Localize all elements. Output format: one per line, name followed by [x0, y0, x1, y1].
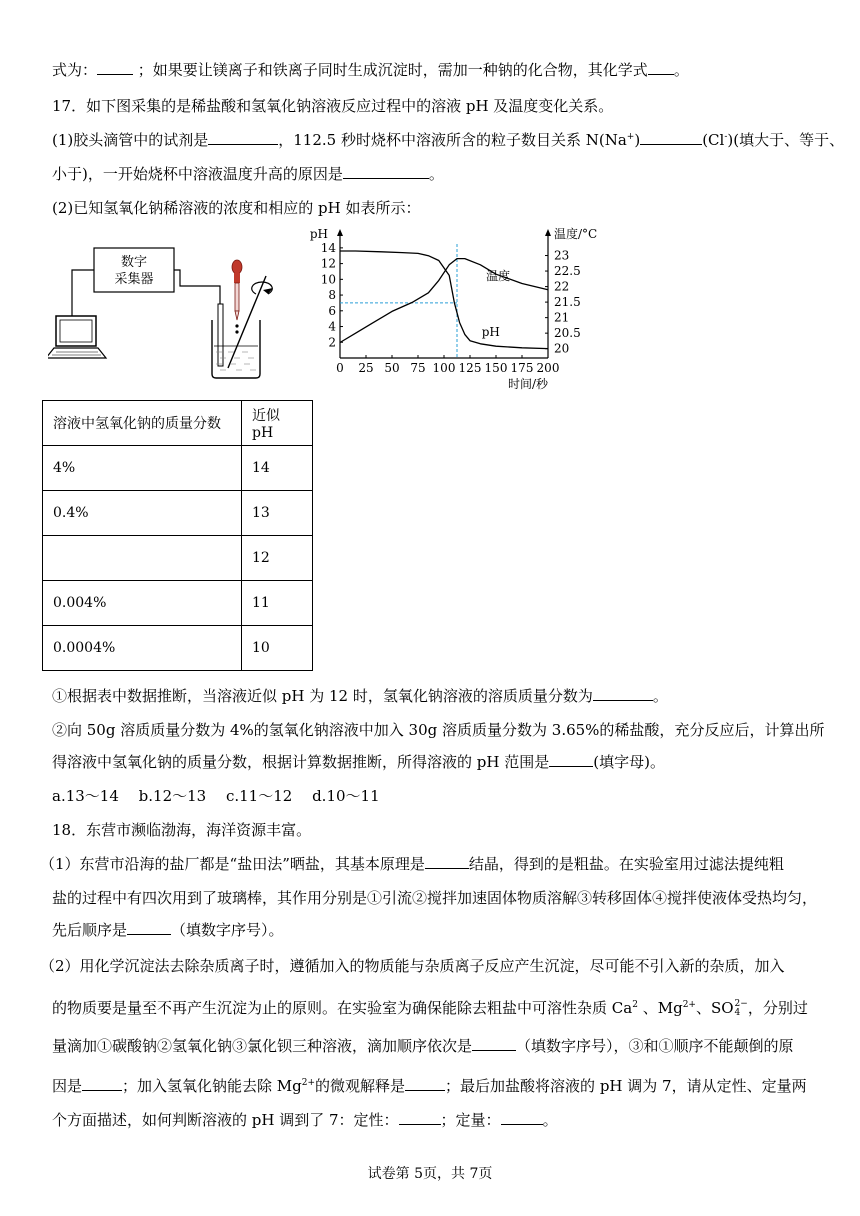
y-left-tick-label: 6 [328, 303, 336, 318]
answer-options: a.13～14 b.12～13 c.11～12 d.10～11 [52, 787, 380, 805]
question-18-part1-line3 [52, 920, 284, 940]
table-row [43, 491, 313, 536]
table-header-cell: 溶液中氢氧化钠的质量分数 [43, 401, 242, 446]
text: 因是 [52, 1077, 83, 1095]
x-tick-label: 150 [484, 361, 508, 375]
text: ，分别过 [747, 999, 808, 1017]
text: (填字母)。 [593, 753, 665, 771]
answer-blank[interactable] [472, 1036, 516, 1051]
table-cell: 0.4% [43, 491, 242, 536]
series-label-ph: pH [481, 325, 500, 340]
y-left-tick-label: 8 [328, 288, 336, 303]
apparatus-diagram [48, 236, 288, 386]
text: 、SO [695, 999, 734, 1017]
text: 。 [652, 687, 668, 705]
series-label-temperature: 温度 [486, 269, 511, 284]
text: ；最后加盐酸将溶液的 pH 调为 7，请从定性、定量两 [445, 1077, 807, 1095]
table-cell: 4% [43, 446, 242, 491]
series-line-temperature [340, 259, 548, 343]
text: (Cl [702, 131, 725, 149]
question-17-part1-line2 [52, 164, 444, 184]
table-cell: 13 [242, 491, 313, 536]
table-row [43, 446, 313, 491]
superscript: - [724, 132, 728, 142]
x-tick-label: 125 [458, 361, 482, 375]
text: （1）东营市沿海的盐厂都是“盐田法”晒盐，其基本原理是 [40, 855, 425, 873]
text: 小于)，一开始烧杯中溶液温度升高的原因是 [52, 165, 343, 183]
text: ；如果要让镁离子和铁离子同时生成沉淀时，需加一种钠的化合物，其化学式 [137, 61, 648, 79]
question-17-part2-sub2-line1: ②向 50g 溶质质量分数为 4%的氢氧化钠溶液中加入 30g 溶质质量分数为 3.65%的稀盐酸，充分反应后，计算出所 [52, 721, 825, 739]
answer-blank[interactable] [425, 854, 469, 869]
naoh-ph-table [42, 400, 313, 671]
answer-blank[interactable] [343, 164, 429, 179]
page-footer: 试卷第 5页，共 7页 [367, 1166, 493, 1182]
table-cell: 10 [242, 626, 313, 671]
text: 量滴加①碳酸钠②氢氧化钠③氯化钡三种溶液，滴加顺序依次是 [52, 1037, 473, 1055]
x-tick-label: 175 [510, 361, 534, 375]
question-17-part2-title: (2)已知氢氧化钠稀溶液的浓度和相应的 pH 如表所示： [52, 199, 421, 217]
text: 、Mg [642, 999, 683, 1017]
laptop-cable [72, 270, 94, 316]
drop-icon [235, 330, 238, 333]
question-17-part2-sub2-line2 [52, 752, 665, 772]
collector-label-line1: 数字 [120, 255, 148, 270]
text: 结晶，得到的是粗盐。在实验室用过滤法提纯粗 [468, 855, 784, 873]
text: 先后顺序是 [52, 921, 128, 939]
text: 的物质要是量至不再产生沉淀为止的原则。在实验室为确保能除去粗盐中可溶性杂质 Ca [52, 999, 633, 1017]
y-left-tick-label: 14 [320, 240, 336, 255]
x-tick-label: 75 [410, 361, 426, 375]
question-18-part1-line1 [40, 854, 784, 874]
table-cell: 0.0004% [43, 626, 242, 671]
answer-blank[interactable] [97, 60, 133, 75]
probe-cable [174, 270, 220, 304]
x-tick-label: 25 [358, 361, 374, 375]
text: （填数字序号），③和①顺序不能颠倒的原 [516, 1037, 794, 1055]
y-right-tick-label: 21 [554, 310, 570, 325]
table-header-row [43, 401, 313, 446]
y-right-tick-label: 22 [554, 279, 570, 294]
answer-blank[interactable] [399, 1110, 441, 1125]
table-header-cell: 近似 pH [242, 401, 313, 446]
answer-blank[interactable] [405, 1076, 445, 1091]
answer-blank[interactable] [593, 686, 653, 701]
superscript: 2+ [301, 1078, 316, 1088]
question-17-part1-line1 [52, 130, 844, 150]
table-cell: 0.004% [43, 581, 242, 626]
text: 。 [542, 1111, 558, 1129]
table-cell-empty[interactable] [43, 536, 242, 581]
answer-blank[interactable] [82, 1076, 122, 1091]
y-left-tick-label: 12 [320, 256, 336, 271]
text: 。 [428, 165, 444, 183]
question-18-part2-line3 [52, 1036, 794, 1056]
table-cell: 11 [242, 581, 313, 626]
y-left-axis-label: pH [309, 227, 328, 241]
table-row [43, 626, 313, 671]
y-right-tick-label: 22.5 [554, 264, 581, 279]
x-tick-label: 0 [336, 361, 344, 375]
y-left-tick-label: 2 [328, 335, 336, 350]
answer-blank[interactable] [501, 1110, 543, 1125]
answer-blank[interactable] [208, 130, 278, 145]
superscript: 2 [632, 1000, 638, 1010]
question-17-part2-sub1 [52, 686, 668, 706]
y-right-tick-label: 20.5 [554, 326, 581, 341]
x-axis-label: 时间/秒 [507, 377, 549, 391]
text: ) [634, 131, 641, 149]
collector-label-line2: 采集器 [114, 272, 154, 287]
x-tick-label: 200 [536, 361, 560, 375]
text-line-q16-end [52, 60, 689, 80]
drop-icon [235, 324, 238, 327]
x-tick-label: 100 [432, 361, 456, 375]
superscript: 2+ [682, 1000, 696, 1010]
dropper-icon [232, 260, 242, 320]
x-tick-label: 50 [384, 361, 400, 375]
question-18-part2-line4 [52, 1076, 807, 1096]
table-row [43, 581, 313, 626]
answer-blank[interactable] [127, 920, 171, 935]
answer-blank[interactable] [549, 752, 593, 767]
text: 的微观解释是 [315, 1077, 406, 1095]
text: ；定量： [440, 1111, 501, 1129]
y-right-tick-label: 21.5 [554, 295, 581, 310]
text: 。 [673, 61, 689, 79]
answer-blank[interactable] [648, 60, 674, 75]
table-cell: 14 [242, 446, 313, 491]
subscript: 4 [734, 1008, 741, 1018]
series-line-ph [340, 251, 548, 349]
y-axis-right-arrow-icon [545, 229, 551, 236]
question-17-title: 17．如下图采集的是稀盐酸和氢氧化钠溶液反应过程中的溶液 pH 及温度变化关系。 [52, 97, 614, 115]
question-18-title: 18．东营市濒临渤海，海洋资源丰富。 [52, 821, 312, 839]
answer-blank[interactable] [640, 130, 702, 145]
text: ，112.5 秒时烧杯中溶液所含的粒子数目关系 N(Na [278, 131, 627, 149]
y-left-tick-label: 4 [328, 319, 336, 334]
superscript: + [626, 132, 635, 142]
table-cell: 12 [242, 536, 313, 581]
text: （填数字序号）。 [171, 921, 284, 939]
question-18-part2-line1: （2）用化学沉淀法去除杂质离子时，遵循加入的物质能与杂质离子反应产生沉淀，尽可能不引入新的杂质，加入 [40, 957, 785, 975]
text: 个方面描述，如何判断溶液的 pH 调到了 7：定性： [52, 1111, 399, 1129]
y-right-tick-label: 23 [554, 248, 570, 263]
text: ；加入氢氧化钠能去除 Mg [122, 1077, 302, 1095]
ph-probe [218, 304, 223, 366]
sulfate-charge [735, 1000, 748, 1018]
laptop-icon [48, 316, 106, 358]
question-18-part2-line2 [52, 998, 808, 1018]
superscript: 2− [734, 999, 748, 1009]
text: 得溶液中氢氧化钠的质量分数，根据计算数据推断，所得溶液的 pH 范围是 [52, 753, 550, 771]
text: 式为： [52, 61, 98, 79]
question-18-part2-line5 [52, 1110, 558, 1130]
ph-temperature-chart [300, 226, 620, 398]
y-left-tick-label: 10 [320, 272, 336, 287]
y-right-tick-label: 20 [554, 341, 570, 356]
text: ①根据表中数据推断，当溶液近似 pH 为 12 时，氢氧化钠溶液的溶质质量分数为 [52, 687, 593, 705]
text: (1)胶头滴管中的试剂是 [52, 131, 209, 149]
table-row [43, 536, 313, 581]
text: )(填大于、等于、 [727, 131, 845, 149]
question-18-part1-line2: 盐的过程中有四次用到了玻璃棒，其作用分别是①引流②搅拌加速固体物质溶解③转移固体④搅拌使液体受热均匀， [52, 889, 818, 907]
y-right-axis-label: 温度/°C [554, 227, 598, 241]
y-axis-left-arrow-icon [337, 229, 343, 236]
